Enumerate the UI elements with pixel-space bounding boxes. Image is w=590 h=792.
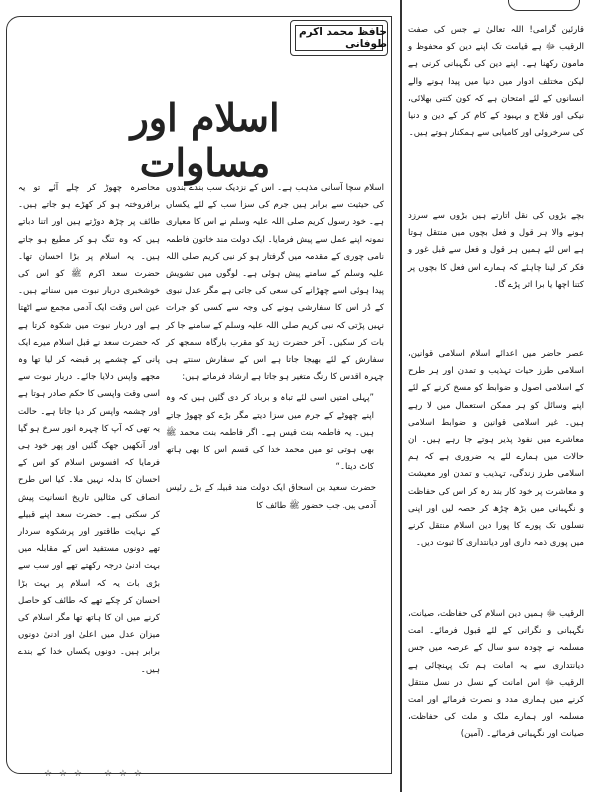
sidebar-top-tab (508, 0, 580, 11)
article-column-left (18, 180, 160, 679)
article-body-middle-end: حضرت سعید بن اسحاق ایک دولت مند قبیلہ کے بڑے رئیس آدمی ہیں۔ جب حضور ﷺ طائف کا (166, 483, 376, 511)
article-column-middle (166, 180, 384, 515)
sidebar-paragraph-3: عصر حاضر میں اعدائے اسلام اسلامی قوانین، اسلامی طرز حیات تہذیب و تمدن اور ہر طرح کے اسلامی اصول و ضوابط کو مسخ کرنے کے لئے اپنے وسائل کو ہر ممکن استعمال میں لا رہے ہیں۔ غیر اسلامی قوانین و ضوابط اسلامی معاشرے میں نفوذ پذیر ہوتے جا رہے ہیں۔ ان حالات میں ہمارے لئے یہ ضروری ہے کہ ہم اسلامی طرز زندگی، تہذیب و تمدن اور معیشت و معاشرت پر خود کار بند رہ کر اس کی حفاظت و نگہبانی میں بڑھ چڑھ کر حصہ لیں اور اپنی نسلوں تک پورے کا پورا دین اسلام منتقل کرنے میں پوری ذمہ داری اور دیانتداری کا ثبوت دیں۔ (408, 349, 584, 549)
article-body-middle: اسلام سچا آسانی مذہب ہے۔ اس کے نزدیک سب بندے بندوں کی حیثیت سے برابر ہیں جرم کی سزا سب کے لئے یکساں ہے۔ خود رسول کریم صلی اللہ علیہ وسلم نے اس کا معیاری نمونہ اپنے عمل سے پیش فرمایا۔ ایک دولت مند خاتون فاطمہ نامی چوری کے مقدمہ میں گرفتار ہو کر نبی کریم صلی اللہ علیہ وسلم کے سامنے پیش ہوئی ہے۔ لوگوں میں تشویش پیدا ہوئی اسے چھڑانے کی سعی کی جاتی ہے مگر عدل نبوی کے ڈر اس کا سفارشی ہونے کی وجہ سے کسی کو جرات نہیں پڑتی کہ نبی کریم صلی اللہ علیہ وسلم کے سامنے جا کر بات کر سکیں۔ آخر حضرت زید کو مقرب بارگاہ سمجھ کر سفارش کے لئے بھیجا جاتا ہے اس کے سفارش سنتے ہی چہرہ اقدس کا رنگ متغیر ہو جاتا ہے ارشاد فرماتے ہیں: (166, 183, 384, 383)
author-byline-box (290, 20, 388, 56)
sidebar-column (400, 0, 590, 792)
hadith-quote: ”پہلی امتیں اسی لئے تباہ و برباد کر دی گئیں ہیں کہ وہ اپنے چھوٹے کے جرم میں سزا دیتے مگر بڑے کو چھوڑ جاتے ہیں۔ یہ فاطمہ بنت قیس ہے۔ اگر فاطمہ بنت محمد ﷺ بھی ہوتی تو میں محمد خدا کی قسم اس کا بھی ہاتھ کاٹ دیتا۔“ (166, 393, 374, 473)
sidebar-paragraph-4: الرقیب ﷻ ہمیں دین اسلام کی حفاظت، صیانت، نگہبانی و نگرانی کے لئے قبول فرمائے۔ امت مسلمہ نے چودہ سو سال کے عرصہ میں جس دیانتداری سے یہ امانت ہم تک پہنچائی ہے الرقیب ﷻ اس امانت کے نسل در نسل منتقل کرنے میں ہماری مدد و نصرت فرمائے اور امت مسلمہ اور ہمارے ملک و ملت کی حفاظت، صیانت اور نگہبانی فرمائے۔ (آمین) (408, 609, 584, 740)
author-name: حافظ محمد اکرم طوفانی (298, 26, 387, 50)
section-end-stars-left: ☆ ☆ ☆ (44, 769, 84, 779)
sidebar-paragraph-2: بچے بڑوں کی نقل اتارتے ہیں بڑوں سے سرزد ہونے والا ہر قول و فعل بچوں میں منتقل ہوتا ہے اس لئے ہمیں ہر قول و فعل سے قبل غور و فکر کر لینا چاہئے کہ ہمارے اس فعل کا بچوں پر کتنا اچھا یا برا اثر پڑے گا۔ (408, 211, 584, 290)
article-title: اسلام اور مساوات (130, 95, 280, 185)
section-end-stars-right: ☆ ☆ ☆ (104, 769, 144, 779)
sidebar-intro-paragraph: قارئین گرامی! اللہ تعالیٰ نے جس کی صفت الرقیب ﷻ ہے قیامت تک اپنے دین کو محفوظ و مامون رکھنا ہے۔ اپنے دین کی نگہبانی کرنی ہے لیکن مختلف ادوار میں دنیا میں پیدا ہونے والے انسانوں کے لئے امتحان ہے کہ کون کتنی بھلائی، نیکی اور فلاح و بہبود کے کام کر کے دین و دنیا کی سرخروئی اور کامیابی سے ہمکنار ہوتے ہیں۔ (408, 25, 584, 139)
article-body-left: محاصرہ چھوڑ کر چلے آئے تو یہ برافروختہ ہو کر کھڑے ہو جاتے ہیں۔ طائف پر چڑھ دوڑتے ہیں اور اتنا دباتے ہیں کہ وہ تنگ ہو کر مطیع ہو جاتے ہیں۔ یہ اسلام پر بڑا احسان تھا۔ حضرت سعد اکرم ﷺ کو اس کی خوشخبری دربار نبوت میں سناتے ہیں۔ عین اس وقت ایک آدمی مجمع سے اٹھتا ہے اور دربار نبوت میں شکوہ کرتا ہے کہ حضرت سعد نے قبل اسلام میرے ایک پانی کے چشمے پر قبضہ کر لیا تھا وہ مجھے واپس دلایا جائے۔ دربار نبوت سے اسی وقت واپسی کا حکم صادر ہوتا ہے اور چشمہ واپس کر دیا جاتا ہے۔ حالت یہ تھی کہ آپ کا چہرہ انور سرخ ہو گیا اور آنکھیں جھک گئیں اور پھر خود ہی فرمایا کہ افسوس اسلام کو اس کے احسان کا بدلہ نہیں ملا۔ کیا اس طرح انصاف کی مثالیں تاریخ انسانیت پیش کر سکتی ہے۔ حضرت سعد اپنے قبیلے کے نہایت طاقتور اور پرشکوہ سردار تھے دونوں مستفید اس کے مقابلہ میں بہت ادنیٰ درجہ رکھتے تھے اور سب سے بڑی بات یہ کہ اسلام پر بہت بڑا احسان کر چکے تھے کہ طائف کو حاصل کرنے میں ان کا ہاتھ تھا مگر اسلام کی میزان عدل میں اعلیٰ اور ادنیٰ دونوں برابر ہیں۔ دونوں یکساں خدا کے بندے ہیں۔ (18, 183, 160, 675)
